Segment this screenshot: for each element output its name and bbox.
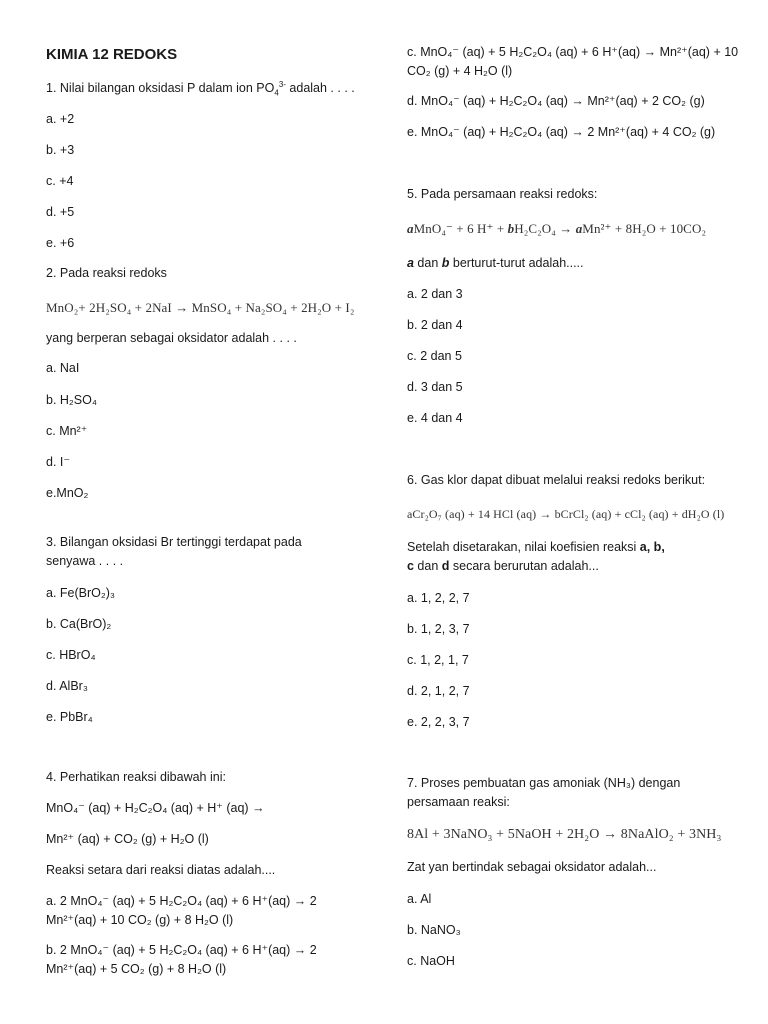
q4-equation-line2: Mn²⁺ (aq) + CO₂ (g) + H₂O (l): [46, 832, 209, 846]
q5-question: a dan b berturut-turut adalah.....: [407, 256, 584, 270]
q7-option-b: b. NaNO₃: [407, 923, 461, 937]
q5-option-e: e. 4 dan 4: [407, 411, 463, 425]
q7-option-c: c. NaOH: [407, 954, 455, 968]
q6-option-e: e. 2, 2, 3, 7: [407, 715, 470, 729]
q6-option-c: c. 1, 2, 1, 7: [407, 653, 469, 667]
q7-question: Zat yan bertindak sebagai oksidator adalah...: [407, 860, 657, 874]
q6-question-line2: c dan d secara berurutan adalah...: [407, 559, 599, 573]
q5-option-d: d. 3 dan 5: [407, 380, 463, 394]
q2-option-a: a. NaI: [46, 361, 80, 375]
q6-option-b: b. 1, 2, 3, 7: [407, 622, 470, 636]
q5-option-b: b. 2 dan 4: [407, 318, 463, 332]
q3-option-a: a. Fe(BrO₂)₃: [46, 586, 115, 600]
q7-option-a: a. Al: [407, 892, 432, 906]
q2-stem: 2. Pada reaksi redoks: [46, 266, 167, 280]
q7-equation: 8Al + 3NaNO₃ + 5NaOH + 2H₂O → 8NaAlO₂ + 3NH₃: [407, 827, 722, 842]
q4-option-a: a. 2 MnO₄⁻ (aq) + 5 H₂C₂O₄ (aq) + 6 H⁺(aq) → 2 Mn²⁺(aq) + 10 CO₂ (g) + 8 H₂O (l): [46, 894, 317, 927]
q3-option-e: e. PbBr₄: [46, 710, 93, 724]
q3-stem: 3. Bilangan oksidasi Br tertinggi terdapat pada senyawa . . . .: [46, 535, 302, 568]
q4-question: Reaksi setara dari reaksi diatas adalah....: [46, 863, 276, 877]
q3-option-b: b. Ca(BrO)₂: [46, 617, 112, 631]
doc-title: KIMIA 12 REDOKS: [46, 46, 178, 63]
q6-option-a: a. 1, 2, 2, 7: [407, 591, 470, 605]
q5-equation: aMnO₄⁻ + 6 H⁺ + bH₂C₂O₄ → aMn²⁺ + 8H₂O + 10CO₂: [407, 221, 707, 236]
q6-equation: aCr₂O₇ (aq) + 14 HCl (aq) → bCrCl₂ (aq) + cCl₂ (aq) + dH₂O (l): [407, 507, 725, 521]
q7-stem: 7. Proses pembuatan gas amoniak (NH₃) dengan persamaan reaksi:: [407, 776, 681, 809]
q2-option-b: b. H₂SO₄: [46, 393, 97, 407]
q2-question: yang berperan sebagai oksidator adalah . . . .: [46, 331, 297, 345]
q6-stem: 6. Gas klor dapat dibuat melalui reaksi redoks berikut:: [407, 473, 706, 487]
q1-option-b: b. +3: [46, 143, 75, 157]
q4-option-e: e. MnO₄⁻ (aq) + H₂C₂O₄ (aq) → 2 Mn²⁺(aq) + 4 CO₂ (g): [407, 125, 716, 139]
q6-option-d: d. 2, 1, 2, 7: [407, 684, 470, 698]
q2-option-e: e.MnO₂: [46, 486, 89, 500]
q4-option-d: d. MnO₄⁻ (aq) + H₂C₂O₄ (aq) → Mn²⁺(aq) + 2 CO₂ (g): [407, 94, 705, 108]
q3-option-c: c. HBrO₄: [46, 648, 96, 662]
q5-option-a: a. 2 dan 3: [407, 287, 463, 301]
q1-option-d: d. +5: [46, 205, 75, 219]
q5-option-c: c. 2 dan 5: [407, 349, 462, 363]
q5-stem: 5. Pada persamaan reaksi redoks:: [407, 187, 598, 201]
q2-equation: MnO₂+ 2H₂SO₄ + 2NaI → MnSO₄ + Na₂SO₄ + 2H₂O + I₂: [46, 300, 355, 315]
q4-stem: 4. Perhatikan reaksi dibawah ini:: [46, 770, 226, 784]
q4-option-b: b. 2 MnO₄⁻ (aq) + 5 H₂C₂O₄ (aq) + 6 H⁺(aq) → 2 Mn²⁺(aq) + 5 CO₂ (g) + 8 H₂O (l): [46, 943, 317, 976]
q2-option-d: d. I⁻: [46, 455, 70, 469]
q1-option-c: c. +4: [46, 174, 74, 188]
q1-stem: 1. Nilai bilangan oksidasi P dalam ion $PO_4^{3-}$ adalah . . . .: [46, 79, 355, 98]
q2-option-c: c. Mn²⁺: [46, 424, 88, 438]
q4-option-c: c. MnO₄⁻ (aq) + 5 H₂C₂O₄ (aq) + 6 H⁺(aq) → Mn²⁺(aq) + 10 CO₂ (g) + 4 H₂O (l): [407, 45, 739, 78]
q4-equation-line1: MnO₄⁻ (aq) + H₂C₂O₄ (aq) + H⁺ (aq) →: [46, 801, 265, 815]
q1-option-e: e. +6: [46, 236, 75, 250]
q3-option-d: d. AlBr₃: [46, 679, 88, 693]
q1-option-a: a. +2: [46, 112, 75, 126]
q6-question-line1: Setelah disetarakan, nilai koefisien reaksi a, b,: [407, 540, 665, 554]
